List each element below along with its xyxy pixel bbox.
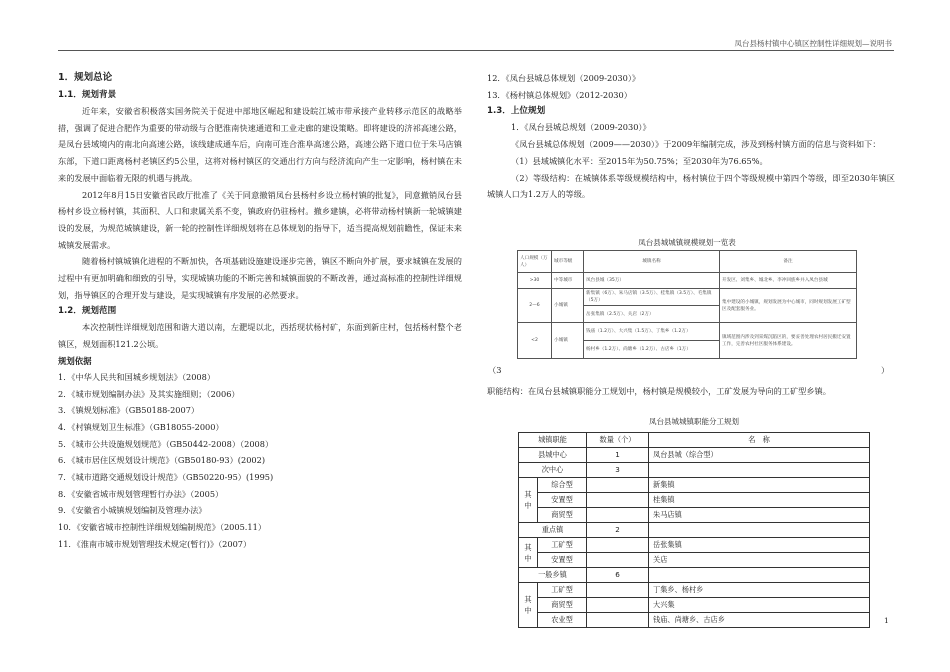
table-cell <box>587 508 649 523</box>
table-cell: 杨村乡（1.2万）、尚塘乡（1.2万）、古店乡（1万） <box>584 341 720 359</box>
basis-item: 11．《淮南市城市规划管理技术规定(暂行)》（2007） <box>58 538 252 549</box>
scope-paragraph: 本次控制性详细规划范围和谐大道以南，左淝堤以北，西括现状杨村矿，东面到新庄村，包括杨村整个老镇区，规划面积121.2公顷。 <box>58 322 462 350</box>
table-cell: 3 <box>587 463 649 478</box>
section-heading-background: 1.1．规划背景 <box>58 90 117 100</box>
table-cell: 大兴集 <box>649 598 870 613</box>
table-cell: 小城镇 <box>552 289 584 323</box>
table-cell: 县城中心 <box>519 448 587 463</box>
basis-item: 9．《安徽省小城镇规划编制及管理办法》 <box>58 505 207 516</box>
table-cell <box>649 523 870 538</box>
table-header: 人口规模（万人） <box>518 251 552 273</box>
table-cell: 安置型 <box>538 553 587 568</box>
section-heading-upper-plan: 1.3．上位规划 <box>487 106 546 117</box>
table-cell: 钱庙、尚塘乡、古店乡 <box>649 613 870 628</box>
table-cell: 丁集乡、杨村乡 <box>649 583 870 598</box>
town-scale-table <box>517 250 857 359</box>
function-table-title: 凤台县城城镇职能分工规划 <box>649 417 739 426</box>
table-cell <box>587 598 649 613</box>
upper-plan-paragraph-2: （1）县域城镇化水平：至2015年为50.75%；至2030年为76.65%。 <box>511 155 768 166</box>
running-header: 凤台县杨村镇中心镇区控制性详细规划—说明书 <box>734 39 892 48</box>
table-cell: 小城镇 <box>552 323 584 359</box>
left-column <box>58 69 462 553</box>
right-column <box>487 70 895 203</box>
basis-item: 13．《杨村镇总体规划》（2012-2030） <box>487 89 632 100</box>
table-header: 名 称 <box>649 433 870 448</box>
basis-item: 4．《村镇规划卫生标准》（GB18055-2000） <box>58 421 224 432</box>
basis-item: 3．《镇规划标准》（GB50188-2007） <box>58 405 200 416</box>
table-cell: 工矿型 <box>538 583 587 598</box>
table-header: 备注 <box>720 251 857 273</box>
table-cell: 凤台县城（35万） <box>584 273 720 289</box>
town-scale-table-image <box>517 236 857 374</box>
table-header: 城市等级 <box>552 251 584 273</box>
table-cell: >30 <box>518 273 552 289</box>
upper-plan-paragraph-1: 《凤台县城总体规划（2009——2030）》于2009年编制完成，涉及到杨村镇方面的信息与资料如下： <box>511 139 881 150</box>
table-cell: 新集镇 <box>649 478 870 493</box>
list-marker: （3 <box>488 365 502 375</box>
table-cell: 安置型 <box>538 493 587 508</box>
table-cell: 新集镇（6万）、朱马店镇（3.5万）、桂集镇（3.5万）、毛集镇（5万） <box>584 289 720 306</box>
background-paragraph-2: 2012年8月15日安徽省民政厅批准了《关于同意撤销凤台县杨村乡设立杨村镇的批复》，同意撤销凤台县杨村乡设立杨村镇，其面积、人口和隶属关系不变，镇政府仍驻杨村。撤乡建镇，必将带动杨村镇新一轮城镇建设的发展，为规范城镇建设，新一轮的控制性详细规划将在总体规划的指导下，适当提高规划前瞻性，保证未来城镇发展需求。 <box>58 189 462 250</box>
table-cell: 重点镇 <box>519 523 587 538</box>
table-cell: 2 <box>587 523 649 538</box>
table-cell: 综合型 <box>538 478 587 493</box>
table-cell: 2—6 <box>518 289 552 323</box>
table-cell: 商贸型 <box>538 508 587 523</box>
chapter-title: 1．规划总论 <box>58 72 113 83</box>
table-cell <box>649 568 870 583</box>
table-header: 城镇职能 <box>519 433 587 448</box>
table-cell <box>587 553 649 568</box>
header-rule <box>58 50 894 51</box>
table-cell: 中等城市 <box>552 273 584 289</box>
list-marker-close: ） <box>881 365 890 375</box>
basis-item: 12．《凤台县城总体规划（2009-2030）》 <box>487 73 641 83</box>
basis-item: 8．《安徽省城市规划管理暂行办法》（2005） <box>58 488 224 499</box>
table-cell: 钱庙（1.2万）、大兴集（1.5万）、丁集乡（1.2万） <box>584 323 720 341</box>
table-cell: 朱马店镇 <box>649 508 870 523</box>
basis-item: 5．《城市公共设施规划规范》（GB50442-2008）（2008） <box>58 438 274 449</box>
background-paragraph-3: 随着杨村镇城镇化进程的不断加快，各项基础设施建设逐步完善，镇区不断向外扩展，要求城镇在发展的过程中有更加明确和细致的引导，实现城镇功能的不断完善和城镇面貌的不断改善，通过高标准的控制性详细规划，指导镇区的合理开发与建设，是实现城镇有序发展的必然要求。 <box>58 256 462 300</box>
section-heading-scope: 1.2．规划范围 <box>58 306 117 317</box>
table-cell <box>587 613 649 628</box>
table-cell: 桂集镇 <box>649 493 870 508</box>
table-cell: 农业型 <box>538 613 587 628</box>
table-cell: 关店 <box>649 553 870 568</box>
table-cell: 商贸型 <box>538 598 587 613</box>
basis-item: 6．《城市居住区规划设计规范》（GB50180-93）(2002) <box>58 455 266 466</box>
table-cell: 镇域范围内涉及到采煤沉陷区的，要妥善处理农村居民搬迁安置工作，完善农村社区服务体系建设。 <box>720 323 857 359</box>
function-structure-paragraph: 职能结构：在凤台县城镇职能分工规划中，杨村镇是规模较小，工矿发展为导向的工矿型乡镇。 <box>487 386 831 396</box>
table-header: 数量（个） <box>587 433 649 448</box>
table-cell: 岳张集镇 <box>649 538 870 553</box>
background-paragraph-1: 近年来，安徽省积极落实国务院关于促进中部地区崛起和建设皖江城市带承接产业转移示范区的战略举措，强调了促进合肥作为重要的带动级与合肥淮南快速通道和工业走廊的建设策略。即将建设的济祁高速公路，是凤台县域境内的南北向高速公路，该线建成通车后，向南可连合淮阜高速公路，高速公路下道口位于朱马店镇东部，下道口距离杨村老镇区约5公里，这将对杨村镇区的交通出行方向与经济流向产生一定影响，杨村镇在未来的发展中面临着无限的机遇与挑战。 <box>58 106 462 183</box>
table-cell <box>587 583 649 598</box>
table-header: 城镇名称 <box>584 251 720 273</box>
qizhong-label: 其中 <box>519 538 538 568</box>
table-cell: 次中心 <box>519 463 587 478</box>
town-scale-table-title: 凤台县城城镇规模规划一览表 <box>638 238 736 247</box>
table-cell: 开发区、刘集乡、城北乡、李冲回族乡并入凤台县城 <box>720 273 857 289</box>
upper-plan-paragraph-3: （2）等级结构：在城镇体系等级规模结构中，杨村镇位于四个等级规模中第四个等级，即至2030年镇区城镇人口为1.2万人的等级。 <box>487 172 895 200</box>
basis-heading: 规划依据 <box>58 355 92 366</box>
table-cell: 凤台县城（综合型） <box>649 448 870 463</box>
table-cell <box>587 478 649 493</box>
upper-plan-subtitle: 1．《凤台县城总规划（2009-2030）》 <box>511 122 651 133</box>
qizhong-label: 其中 <box>519 478 538 523</box>
table-cell <box>587 538 649 553</box>
table-cell: 一般乡镇 <box>519 568 587 583</box>
function-division-table <box>518 432 870 628</box>
qizhong-label: 其中 <box>519 583 538 628</box>
basis-item: 7．《城市道路交通规划设计规范》（GB50220-95）(1995) <box>58 472 274 483</box>
basis-item: 10．《安徽省城市控制性详细规划编制规范》（2005.11） <box>58 522 267 533</box>
table-cell: 1 <box>587 448 649 463</box>
table-cell: 工矿型 <box>538 538 587 553</box>
table-cell: 6 <box>587 568 649 583</box>
basis-item: 1．《中华人民共和国城乡规划法》（2008） <box>58 371 216 382</box>
basis-item: 2．《城市规划编制办法》及其实施细则；（2006） <box>58 388 240 399</box>
page-number: 1 <box>884 616 889 625</box>
table-cell: 岳张集镇（2.5万）、关店（2万） <box>584 306 720 323</box>
table-cell: 集中建设的小城镇，规划发展为中心城市，同时规划发展工矿型区及配套服务业。 <box>720 289 857 323</box>
table-cell <box>587 493 649 508</box>
table-cell <box>649 463 870 478</box>
table-cell: <2 <box>518 323 552 359</box>
